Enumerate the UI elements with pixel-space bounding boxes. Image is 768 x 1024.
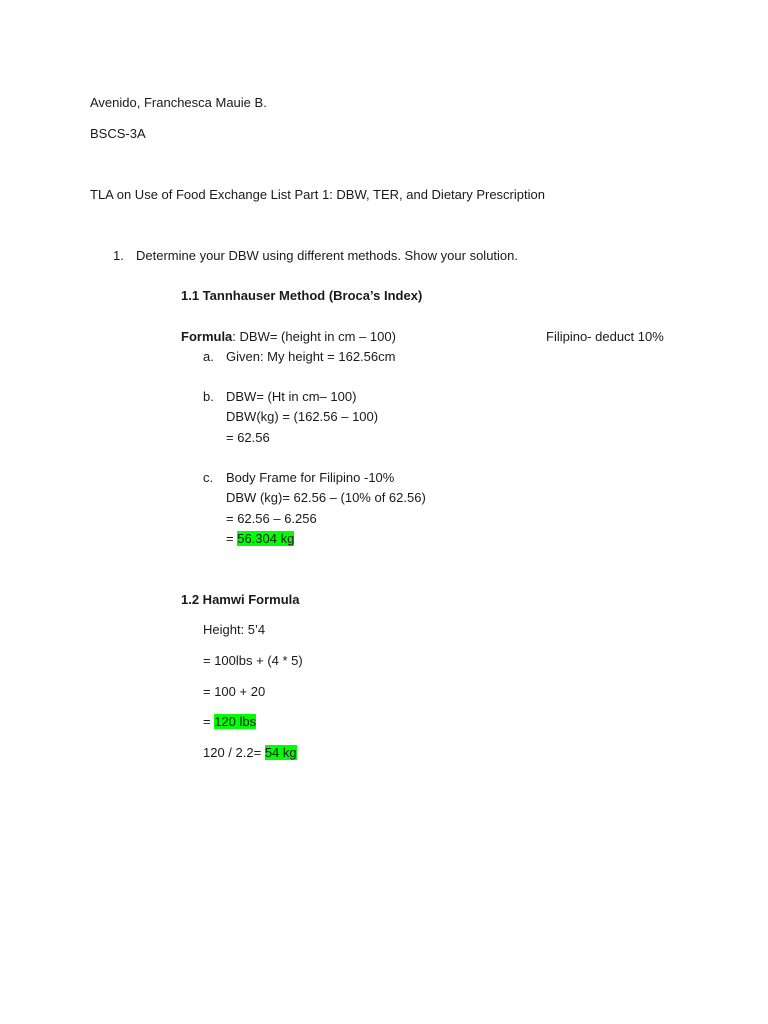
- hamwi-kg-line: [203, 745, 297, 761]
- hamwi-line: Height: 5’4: [203, 622, 266, 637]
- filipino-note: Filipino- deduct 10%: [546, 329, 664, 344]
- item-c-marker: c.: [203, 470, 214, 485]
- item-c-line: DBW (kg)= 62.56 – (10% of 62.56): [226, 490, 426, 505]
- tannhauser-result-line: [226, 531, 294, 547]
- hamwi-lbs-highlight: 120 lbs: [214, 714, 257, 729]
- item-c-line: Body Frame for Filipino -10%: [226, 470, 395, 485]
- kg-prefix: 120 / 2.2=: [203, 745, 265, 760]
- student-name: Avenido, Franchesca Mauie B.: [90, 95, 267, 110]
- item-b-marker: b.: [203, 389, 214, 404]
- student-section: BSCS-3A: [90, 126, 146, 141]
- hamwi-heading: 1.2 Hamwi Formula: [181, 592, 300, 607]
- hamwi-kg-highlight: 54 kg: [264, 745, 297, 760]
- hamwi-lbs-line: [203, 714, 256, 730]
- item-a-marker: a.: [203, 349, 214, 364]
- item-c-line: = 62.56 – 6.256: [226, 511, 317, 526]
- item-b-line: DBW= (Ht in cm– 100): [226, 389, 357, 404]
- item-b-line: = 62.56: [226, 430, 270, 445]
- formula-line: [181, 329, 396, 345]
- formula-label: Formula: [181, 329, 233, 344]
- tannhauser-result-highlight: 56.304 kg: [237, 531, 295, 546]
- item-b-line: DBW(kg) = (162.56 – 100): [226, 409, 379, 424]
- tannhauser-heading: 1.1 Tannhauser Method (Broca’s Index): [181, 288, 423, 303]
- formula-text: : DBW= (height in cm – 100): [232, 329, 396, 344]
- question-text: Determine your DBW using different methods. Show your solution.: [136, 248, 518, 263]
- hamwi-line: = 100lbs + (4 * 5): [203, 653, 303, 668]
- question-number: 1.: [113, 248, 124, 263]
- lbs-prefix: =: [203, 714, 215, 729]
- result-prefix: =: [226, 531, 238, 546]
- document-title: TLA on Use of Food Exchange List Part 1: DBW, TER, and Dietary Prescription: [90, 187, 545, 202]
- item-a-line: Given: My height = 162.56cm: [226, 349, 396, 364]
- hamwi-line: = 100 + 20: [203, 684, 266, 699]
